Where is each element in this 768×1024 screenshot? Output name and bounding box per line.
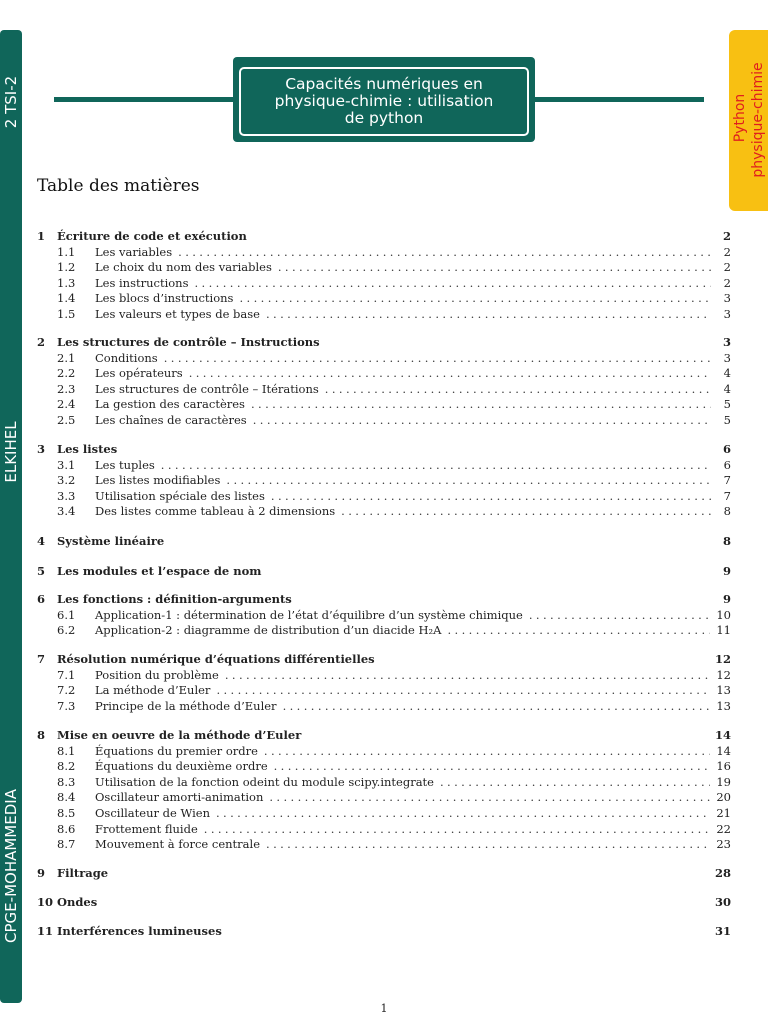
toc-leader-dots	[278, 260, 711, 274]
toc-subsection[interactable]	[37, 504, 731, 519]
toc-section[interactable]	[37, 335, 731, 350]
toc-subsection-page: 12	[716, 667, 731, 682]
toc-subsection-page: 5	[723, 412, 731, 427]
page-number: 1	[380, 1002, 388, 1015]
toc-section-number: 9	[37, 866, 46, 880]
toc-subsection-number: 1.4	[57, 291, 76, 306]
toc-subsection[interactable]	[37, 790, 731, 805]
toc-section-page: 2	[722, 229, 731, 243]
toc-subsection-number: 6.2	[57, 623, 76, 638]
toc-subsection-title: Les listes modifiables	[95, 473, 221, 488]
toc-subsection-page: 2	[723, 275, 731, 290]
toc-section[interactable]	[37, 592, 731, 607]
author-label: ELKIHEL	[2, 421, 20, 483]
toc-section-page: 12	[714, 652, 731, 666]
toc-subsection-title: Utilisation de la fonction odeint du module scipy.integrate	[95, 774, 434, 789]
toc-subsection-title: Les tuples	[95, 457, 155, 472]
toc-subsection-title: Principe de la méthode d’Euler	[95, 698, 277, 713]
toc-section-title: Les modules et l’espace de nom	[57, 564, 262, 578]
toc-subsection[interactable]	[37, 413, 731, 428]
toc-subsection-page: 22	[716, 821, 731, 836]
toc-leader-dots	[447, 623, 710, 637]
toc-subsection-page: 4	[723, 381, 731, 396]
toc-subsection-title: Frottement fluide	[95, 821, 198, 836]
toc-subsection-page: 19	[716, 774, 731, 789]
toc-subsection-page: 3	[723, 350, 731, 365]
toc-subsection[interactable]	[37, 458, 731, 473]
toc-subsection-title: Les valeurs et types de base	[95, 306, 260, 321]
toc-section-title: Interférences lumineuses	[57, 924, 222, 938]
toc-leader-dots	[161, 458, 711, 472]
toc-subsection-page: 21	[716, 805, 731, 820]
toc-subsection-number: 8.4	[57, 790, 76, 805]
header-rule-right	[532, 97, 704, 102]
toc-section-page: 30	[714, 895, 731, 909]
toc-section[interactable]	[37, 564, 731, 579]
toc-subsection-page: 2	[723, 260, 731, 275]
toc-subsection-title: Les chaînes de caractères	[95, 412, 247, 427]
toc-section-title: Les listes	[57, 442, 118, 456]
toc-subsection[interactable]	[37, 744, 731, 759]
toc-subsection-page: 14	[716, 743, 731, 758]
toc-subsection[interactable]	[37, 668, 731, 683]
toc-subsection[interactable]	[37, 397, 731, 412]
toc-subsection[interactable]	[37, 276, 731, 291]
toc-subsection-number: 8.3	[57, 774, 76, 789]
toc-leader-dots	[178, 245, 711, 259]
toc-subsection[interactable]	[37, 245, 731, 260]
toc-subsection-number: 2.4	[57, 397, 76, 412]
toc-leader-dots	[189, 366, 711, 380]
toc-subsection-number: 2.2	[57, 366, 76, 381]
toc-subsection-number: 8.7	[57, 837, 76, 852]
toc-section-page: 9	[722, 592, 731, 606]
toc-section-page: 8	[722, 534, 731, 548]
toc-leader-dots	[194, 276, 711, 290]
toc-leader-dots	[164, 351, 711, 365]
toc-subsection-number: 3.1	[57, 457, 76, 472]
subject-tab-line1: Python	[732, 93, 748, 143]
toc-subsection-number: 8.2	[57, 759, 76, 774]
toc-section[interactable]	[37, 534, 731, 549]
toc-leader-dots	[251, 397, 711, 411]
toc-subsection[interactable]	[37, 699, 731, 714]
toc-subsection-title: Les opérateurs	[95, 366, 183, 381]
toc-subsection-page: 6	[723, 457, 731, 472]
toc-subsection-title: Les blocs d’instructions	[95, 291, 234, 306]
toc-subsection-number: 2.5	[57, 412, 76, 427]
toc-subsection-number: 3.2	[57, 473, 76, 488]
toc-subsection-number: 1.5	[57, 306, 76, 321]
toc-subsection-title: La gestion des caractères	[95, 397, 245, 412]
toc-subsection[interactable]	[37, 351, 731, 366]
toc-leader-dots	[271, 489, 711, 503]
toc-subsection[interactable]	[37, 608, 731, 623]
toc-subsection[interactable]	[37, 260, 731, 275]
toc-subsection-number: 2.3	[57, 381, 76, 396]
toc-section[interactable]	[37, 229, 731, 244]
toc-section-title: Les structures de contrôle – Instructions	[57, 335, 320, 349]
toc-subsection-number: 1.2	[57, 260, 76, 275]
toc-subsection-page: 3	[723, 306, 731, 321]
toc-section-number: 8	[37, 728, 46, 742]
toc-subsection[interactable]	[37, 473, 731, 488]
toc-subsection-page: 10	[716, 607, 731, 622]
toc-subsection-page: 2	[723, 244, 731, 259]
toc-subsection[interactable]	[37, 366, 731, 381]
toc-leader-dots	[264, 744, 710, 758]
toc-subsection[interactable]	[37, 822, 731, 837]
toc-section-page: 3	[722, 335, 731, 349]
toc-subsection[interactable]	[37, 307, 731, 322]
toc-subsection-number: 7.3	[57, 698, 76, 713]
toc-section[interactable]	[37, 652, 731, 667]
toc-subsection-number: 7.2	[57, 683, 76, 698]
toc-leader-dots	[283, 699, 711, 713]
toc-section-page: 6	[722, 442, 731, 456]
toc-subsection-number: 8.1	[57, 743, 76, 758]
toc-leader-dots	[440, 775, 710, 789]
toc-subsection-page: 13	[716, 683, 731, 698]
title-box	[233, 57, 535, 142]
toc-subsection-title: Les structures de contrôle – Itérations	[95, 381, 319, 396]
toc-subsection-page: 11	[716, 623, 731, 638]
toc-subsection[interactable]	[37, 806, 731, 821]
toc-section-number: 3	[37, 442, 46, 456]
toc-subsection-page: 7	[723, 473, 731, 488]
toc-section-title: Les fonctions : définition-arguments	[57, 592, 292, 606]
toc-section-title: Filtrage	[57, 866, 109, 880]
toc-subsection[interactable]	[37, 489, 731, 504]
class-label: 2 TSI-2	[2, 75, 20, 129]
toc-subsection-number: 7.1	[57, 667, 76, 682]
toc-leader-dots	[529, 608, 711, 622]
toc-leader-dots	[266, 837, 710, 851]
toc-subsection-title: Des listes comme tableau à 2 dimensions	[95, 504, 336, 519]
toc-leader-dots	[269, 790, 710, 804]
toc-section[interactable]	[37, 442, 731, 457]
toc-leader-dots	[266, 307, 711, 321]
toc-subsection[interactable]	[37, 759, 731, 774]
toc-subsection[interactable]	[37, 683, 731, 698]
toc-section-title: Résolution numérique d’équations différentielles	[57, 652, 375, 666]
toc-leader-dots	[239, 291, 711, 305]
subject-tab-line2: physique-chimie	[750, 62, 766, 178]
toc-subsection-page: 5	[723, 397, 731, 412]
toc-section-page: 14	[714, 728, 731, 742]
toc-leader-dots	[341, 504, 711, 518]
toc-section-number: 10	[37, 895, 54, 909]
school-label: CPGE-MOHAMMEDIA	[2, 789, 20, 943]
toc-subsection-title: Oscillateur amorti-animation	[95, 790, 264, 805]
toc-section[interactable]	[37, 728, 731, 743]
toc-subsection-number: 6.1	[57, 607, 76, 622]
toc-subsection-title: La méthode d’Euler	[95, 683, 211, 698]
toc-subsection-title: Équations du deuxième ordre	[95, 759, 268, 774]
toc-section-page: 9	[722, 564, 731, 578]
toc-leader-dots	[216, 683, 710, 697]
toc-heading: Table des matières	[37, 176, 200, 196]
toc-leader-dots	[216, 806, 710, 820]
toc-subsection-page: 7	[723, 488, 731, 503]
toc-subsection-title: Équations du premier ordre	[95, 743, 258, 758]
header-rule-left	[54, 97, 236, 102]
toc-section-title: Mise en oeuvre de la méthode d’Euler	[57, 728, 302, 742]
toc-section-number: 6	[37, 592, 46, 606]
toc-subsection-page: 4	[723, 366, 731, 381]
toc-subsection[interactable]	[37, 382, 731, 397]
toc-subsection-title: Les variables	[95, 244, 173, 259]
toc-subsection-title: Le choix du nom des variables	[95, 260, 272, 275]
toc-subsection-title: Oscillateur de Wien	[95, 805, 210, 820]
toc-leader-dots	[325, 382, 711, 396]
toc-leader-dots	[204, 822, 711, 836]
document-title: Capacités numériques en physique-chimie : utilisation de python	[274, 75, 494, 127]
toc-subsection-number: 2.1	[57, 350, 76, 365]
toc-section-number: 7	[37, 652, 46, 666]
toc-subsection-page: 23	[716, 837, 731, 852]
toc-leader-dots	[225, 668, 711, 682]
toc-section[interactable]	[37, 924, 731, 939]
toc-section-number: 2	[37, 335, 46, 349]
toc-subsection-title: Les instructions	[95, 275, 189, 290]
toc-subsection[interactable]	[37, 291, 731, 306]
toc-section-number: 5	[37, 564, 46, 578]
toc-leader-dots	[226, 473, 711, 487]
toc-section-number: 1	[37, 229, 46, 243]
toc-subsection-number: 1.3	[57, 275, 76, 290]
toc-subsection-title: Application-1 : détermination de l’état d’équilibre d’un système chimique	[95, 607, 523, 622]
toc-section-number: 11	[37, 924, 54, 938]
toc-subsection-title: Mouvement à force centrale	[95, 837, 261, 852]
toc-subsection-number: 8.6	[57, 821, 76, 836]
toc-section-title: Système linéaire	[57, 534, 165, 548]
toc-subsection-page: 16	[716, 759, 731, 774]
toc-section-title: Écriture de code et exécution	[57, 229, 247, 243]
toc-section-page: 28	[714, 866, 731, 880]
toc-subsection[interactable]	[37, 775, 731, 790]
toc-subsection-title: Utilisation spéciale des listes	[95, 488, 265, 503]
toc-section[interactable]	[37, 866, 731, 881]
toc-subsection-number: 8.5	[57, 805, 76, 820]
toc-subsection-page: 8	[723, 504, 731, 519]
toc-section-page: 31	[714, 924, 731, 938]
toc-section-number: 4	[37, 534, 46, 548]
toc-subsection-number: 1.1	[57, 244, 76, 259]
toc-subsection-number: 3.3	[57, 488, 76, 503]
toc-subsection-number: 3.4	[57, 504, 76, 519]
toc-subsection[interactable]	[37, 623, 731, 638]
toc-subsection-page: 3	[723, 291, 731, 306]
toc-subsection-title: Position du problème	[95, 667, 219, 682]
toc-subsection-page: 13	[716, 698, 731, 713]
toc-section-title: Ondes	[57, 895, 98, 909]
toc-subsection-title: Conditions	[95, 350, 158, 365]
toc-subsection-title: Application-2 : diagramme de distribution d’un diacide H₂A	[95, 623, 442, 638]
toc-subsection[interactable]	[37, 837, 731, 852]
toc-subsection-page: 20	[716, 790, 731, 805]
toc-section[interactable]	[37, 895, 731, 910]
toc-leader-dots	[253, 413, 711, 427]
toc-leader-dots	[274, 759, 711, 773]
